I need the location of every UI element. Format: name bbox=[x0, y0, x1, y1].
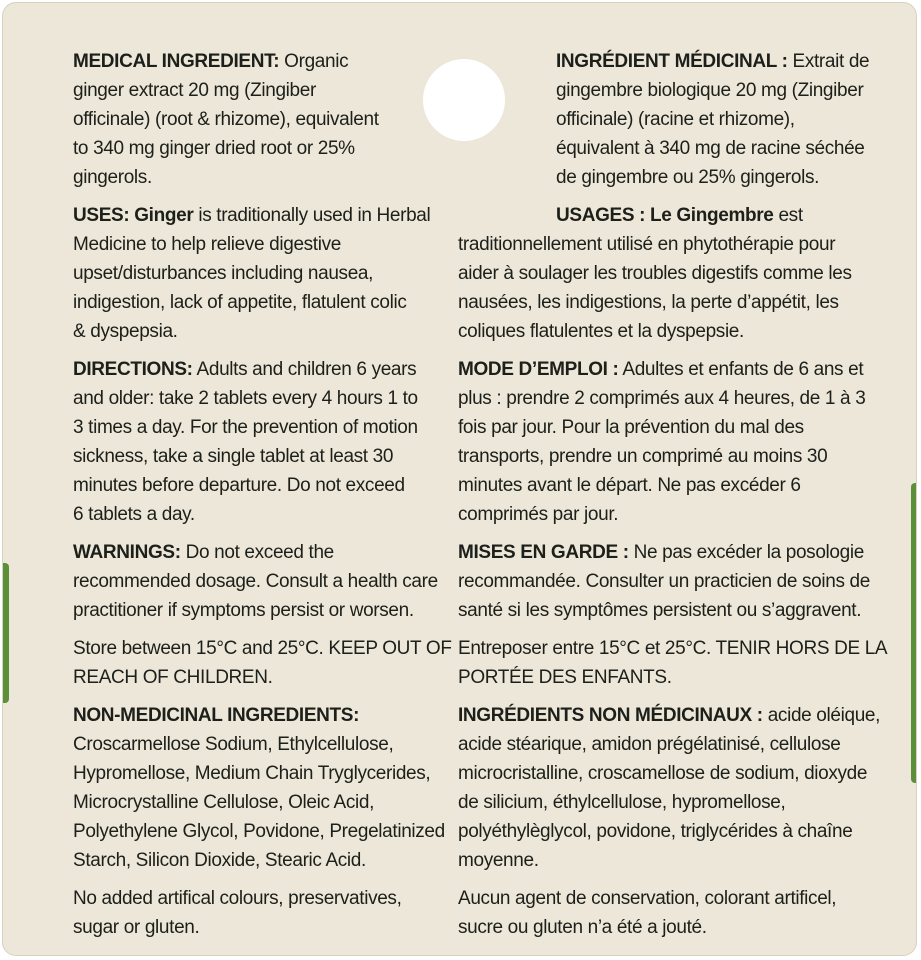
english-column bbox=[73, 47, 452, 951]
medical-ingredient-label-fr: INGRÉDIENT MÉDICINAL : bbox=[556, 51, 788, 72]
label-panel bbox=[2, 2, 917, 956]
uses-label: USES: Ginger bbox=[73, 205, 194, 226]
uses-label-fr: USAGES : Le Gingembre bbox=[556, 205, 774, 226]
storage-fr: Entreposer entre 15°C et 25°C. TENIR HORS DE LA PORTÉE DES ENFANTS. bbox=[458, 638, 888, 688]
directions-label: DIRECTIONS: bbox=[73, 359, 193, 380]
uses-en: USES: Ginger is traditionally used in Herbal Medicine to help relieve digestive upset/disturbances including nausea, indigestion, lack of appetite, flatulent colic & dyspepsia. bbox=[73, 205, 431, 342]
medical-ingredient-en: MEDICAL INGREDIENT: Organic ginger extract 20 mg (Zingiber officinale) (root & rhizome), equivalent to 340 mg ginger dried root or 25% gingerols. bbox=[73, 51, 379, 188]
warnings-en: WARNINGS: Do not exceed the recommended dosage. Consult a health care practitioner if symptoms persist or worsen. bbox=[73, 542, 438, 621]
warnings-label: WARNINGS: bbox=[73, 542, 181, 563]
directions-en: DIRECTIONS: Adults and children 6 years and older: take 2 tablets every 4 hours 1 to 3 times a day. For the prevention of motion sickness, take a single tablet at least 30 minutes before departure. Do not exceed 6 tablets a day. bbox=[73, 359, 418, 525]
non-medicinal-en: NON-MEDICINAL INGREDIENTS: Croscarmellose Sodium, Ethylcellulose, Hypromellose, Medium Chain Tryglycerides, Microcrystalline Cellulose, Oleic Acid, Polyethylene Glycol, Povidone, Pregelatinized Starch, Silicon Dioxide, Stearic Acid. bbox=[73, 701, 443, 875]
no-added-en: No added artifical colours, preservatives, sugar or gluten. bbox=[73, 888, 402, 938]
no-added-fr: Aucun agent de conservation, colorant artificel, sucre ou gluten n’a été a jouté. bbox=[458, 888, 837, 938]
directions-label-fr: MODE D’EMPLOI : bbox=[458, 359, 619, 380]
non-medicinal-label-fr: INGRÉDIENTS NON MÉDICINAUX : bbox=[458, 705, 763, 726]
french-column bbox=[458, 47, 888, 951]
storage-en: Store between 15°C and 25°C. KEEP OUT OF REACH OF CHILDREN. bbox=[73, 638, 452, 688]
directions-fr: MODE D’EMPLOI : Adultes et enfants de 6 ans et plus : prendre 2 comprimés aux 4 heures, de 1 à 3 fois par jour. Pour la prévention du mal des transports, prendre un comprimé au moins 30 minutes avant le départ. Ne pas excéder 6 comprimés par jour. bbox=[458, 359, 866, 525]
medical-ingredient-label: MEDICAL INGREDIENT: bbox=[73, 51, 280, 72]
uses-fr: USAGES : Le Gingembre est traditionnellement utilisé en phytothérapie pour aider à soulager les troubles digestifs comme les nausées, les indigestions, la perte d’appétit, les coliques flatulentes et la dyspepsie. bbox=[458, 205, 852, 342]
medical-ingredient-fr: INGRÉDIENT MÉDICINAL : Extrait de gingembre biologique 20 mg (Zingiber officinale) (racine et rhizome), équivalent à 340 mg de racine séchée de gingembre ou 25% gingerols. bbox=[556, 51, 870, 188]
green-edge-right bbox=[911, 483, 916, 783]
non-medicinal-fr: INGRÉDIENTS NON MÉDICINAUX : acide oléique, acide stéarique, amidon prégélatinisé, cellulose microcristalline, croscamellose de sodium, dioxyde de silicium, éthylcellulose, hypromellose, polyéthylèglycol, povidone, triglycérides à chaîne moyenne. bbox=[458, 705, 881, 871]
green-edge-left bbox=[3, 563, 9, 703]
warnings-label-fr: MISES EN GARDE : bbox=[458, 542, 629, 563]
warnings-fr: MISES EN GARDE : Ne pas excéder la posologie recommandée. Consulter un practicien de soins de santé si les symptômes persistent ou s’aggravent. bbox=[458, 542, 870, 621]
non-medicinal-label: NON-MEDICINAL INGREDIENTS: bbox=[73, 705, 360, 726]
